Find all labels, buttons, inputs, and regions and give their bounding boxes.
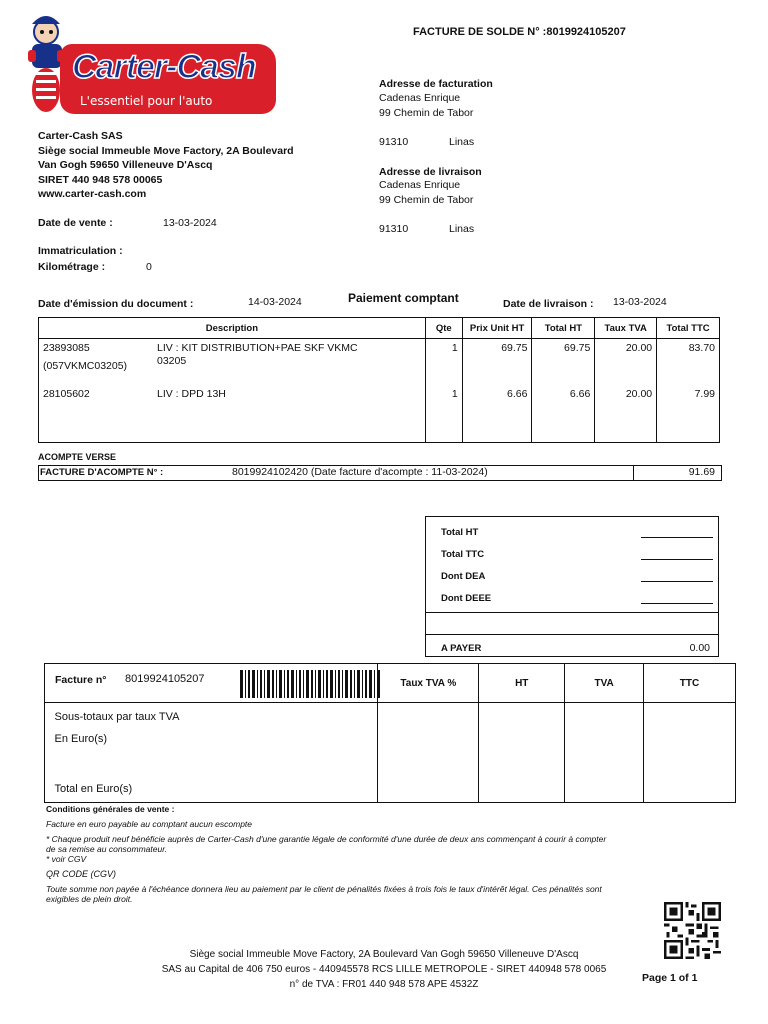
items-table [38, 317, 720, 443]
item-description-cell [39, 339, 426, 385]
delivery-postcode: 91310 [379, 223, 409, 235]
invoice-title: FACTURE DE SOLDE N° :8019924105207 [413, 26, 626, 38]
conditions-line: * Chaque produit neuf bénéficie auprès de Carter-Cash d'une garantie légale de conformité d'une durée de deux ans commençant à courir à compter [46, 834, 607, 844]
col-description: Description [39, 318, 426, 339]
col-unit-price: Prix Unit HT [462, 318, 532, 339]
company-address-line2: Van Gogh 59650 Villeneuve D'Ascq [38, 159, 213, 171]
dont-deee-label: Dont DEEE [441, 593, 492, 604]
company-name: Carter-Cash SAS [38, 130, 123, 142]
sub-ht-cell [479, 703, 565, 804]
item-tva-rate: 20.00 [595, 385, 657, 443]
subtotals-line2: En Euro(s) [54, 733, 108, 745]
a-payer-amount: 0.00 [689, 642, 710, 654]
table-row [39, 385, 720, 443]
total-ht-line [641, 537, 713, 538]
sub-tva-cell [565, 703, 644, 804]
item-total-ht: 69.75 [532, 339, 595, 385]
acompte-heading: ACOMPTE VERSE [38, 452, 117, 462]
company-block [38, 129, 294, 202]
item-total-ttc: 7.99 [694, 387, 715, 400]
emission-date: 14-03-2024 [248, 296, 302, 308]
item-unit-price: 69.75 [462, 339, 532, 385]
total-ttc-line [641, 559, 713, 560]
sub-ttc-cell [644, 703, 736, 804]
km-value: 0 [146, 261, 152, 273]
item-description-cell [39, 385, 426, 443]
km-label: Kilométrage : [38, 261, 106, 273]
col-sub-ttc: TTC [644, 664, 736, 703]
billing-city: Linas [449, 136, 475, 148]
totals-divider [426, 634, 718, 635]
item-tva-rate: 20.00 [595, 339, 657, 385]
item-code: 23893085 [43, 342, 90, 354]
logo-tagline: L'essentiel pour l'auto [80, 94, 213, 108]
payment-mode: Paiement comptant [348, 291, 459, 305]
dont-dea-label: Dont DEA [441, 571, 486, 582]
immat-label: Immatriculation : [38, 245, 123, 257]
footer-line1: Siège social Immeuble Move Factory, 2A Boulevard Van Gogh 59650 Villeneuve D'Ascq [189, 949, 579, 960]
item-total-ttc: 83.70 [688, 342, 715, 354]
col-sub-tva: TVA [565, 664, 644, 703]
billing-name: Cadenas Enrique [379, 92, 461, 104]
company-address-line1: Siège social Immeuble Move Factory, 2A Boulevard [38, 144, 294, 157]
conditions-line: QR CODE (CGV) [46, 869, 117, 879]
conditions-line: de sa remise au consommateur. [46, 844, 168, 854]
item-ref: (057VKMC03205) [43, 360, 128, 372]
delivery-heading: Adresse de livraison [379, 166, 482, 178]
col-sub-tva-rate: Taux TVA % [378, 664, 479, 703]
facture-number-cell [45, 664, 378, 703]
col-tva-rate: Taux TVA [595, 318, 657, 339]
billing-street: 99 Chemin de Tabor [379, 107, 474, 119]
acompte-box [38, 465, 722, 481]
item-total-ht: 6.66 [532, 385, 595, 443]
total-ttc-label: Total TTC [441, 549, 485, 560]
col-total-ht: Total HT [532, 318, 595, 339]
barcode-icon [240, 670, 380, 698]
company-website: www.carter-cash.com [38, 188, 147, 200]
table-row [39, 339, 720, 385]
delivery-date-label: Date de livraison : [503, 298, 594, 310]
acompte-amount: 91.69 [688, 466, 715, 478]
footer-line2: SAS au Capital de 406 750 euros - 440945578 RCS LILLE METROPOLE - SIRET 440948 578 0065 [161, 964, 607, 975]
dont-dea-line [641, 581, 713, 582]
conditions-line: * voir CGV [46, 854, 87, 864]
conditions-line: exigibles de plein droit. [46, 894, 133, 904]
col-qty: Qte [425, 318, 462, 339]
subtotals-line1: Sous-totaux par taux TVA [54, 711, 180, 723]
delivery-name: Cadenas Enrique [379, 179, 461, 191]
item-qty: 1 [425, 385, 462, 443]
conditions-heading: Conditions générales de vente : [46, 804, 175, 814]
delivery-city: Linas [449, 223, 475, 235]
sale-date: 13-03-2024 [163, 217, 217, 229]
a-payer-label: A PAYER [441, 643, 482, 654]
item-unit-price: 6.66 [462, 385, 532, 443]
conditions-line: Facture en euro payable au comptant aucun escompte [46, 819, 253, 829]
acompte-divider [633, 466, 634, 480]
item-qty: 1 [425, 339, 462, 385]
delivery-date: 13-03-2024 [613, 296, 667, 308]
total-ht-label: Total HT [441, 527, 479, 538]
billing-postcode: 91310 [379, 136, 409, 148]
totals-divider [426, 612, 718, 613]
facture-number: 8019924105207 [125, 673, 205, 685]
item-desc: LIV : DPD 13H [157, 387, 226, 400]
col-total-ttc: Total TTC [657, 318, 720, 339]
item-code: 28105602 [43, 387, 90, 400]
delivery-street: 99 Chemin de Tabor [379, 194, 474, 206]
sub-tva-rate-cell [378, 703, 479, 804]
subtotals-labels-cell [45, 703, 378, 804]
subtotals-line3: Total en Euro(s) [54, 783, 133, 795]
facture-label: Facture n° [55, 674, 107, 686]
conditions-line: Toute somme non payée à l'échéance donnera lieu au paiement par le client de pénalités fixées à trois fois le taux d'intérêt légal. Ces pénalités sont [46, 884, 602, 894]
col-sub-ht: HT [479, 664, 565, 703]
billing-heading: Adresse de facturation [379, 78, 493, 90]
subtotals-box [44, 663, 736, 803]
page-number: Page 1 of 1 [642, 972, 698, 984]
sale-date-label: Date de vente : [38, 217, 113, 229]
acompte-ref: 8019924102420 (Date facture d'acompte : 11-03-2024) [232, 466, 488, 478]
acompte-label: FACTURE D'ACOMPTE N° : [40, 467, 164, 478]
logo-brand-text: Carter-Cash [72, 48, 256, 86]
company-logo [24, 10, 280, 114]
footer-line3: n° de TVA : FR01 440 948 578 APE 4532Z [289, 979, 479, 990]
company-siret: SIRET 440 948 578 00065 [38, 173, 163, 186]
emission-label: Date d'émission du document : [38, 298, 194, 310]
totals-box [425, 516, 719, 657]
dont-deee-line [641, 603, 713, 604]
item-desc: LIV : KIT DISTRIBUTION+PAE SKF VKMC 03205 [157, 342, 358, 367]
